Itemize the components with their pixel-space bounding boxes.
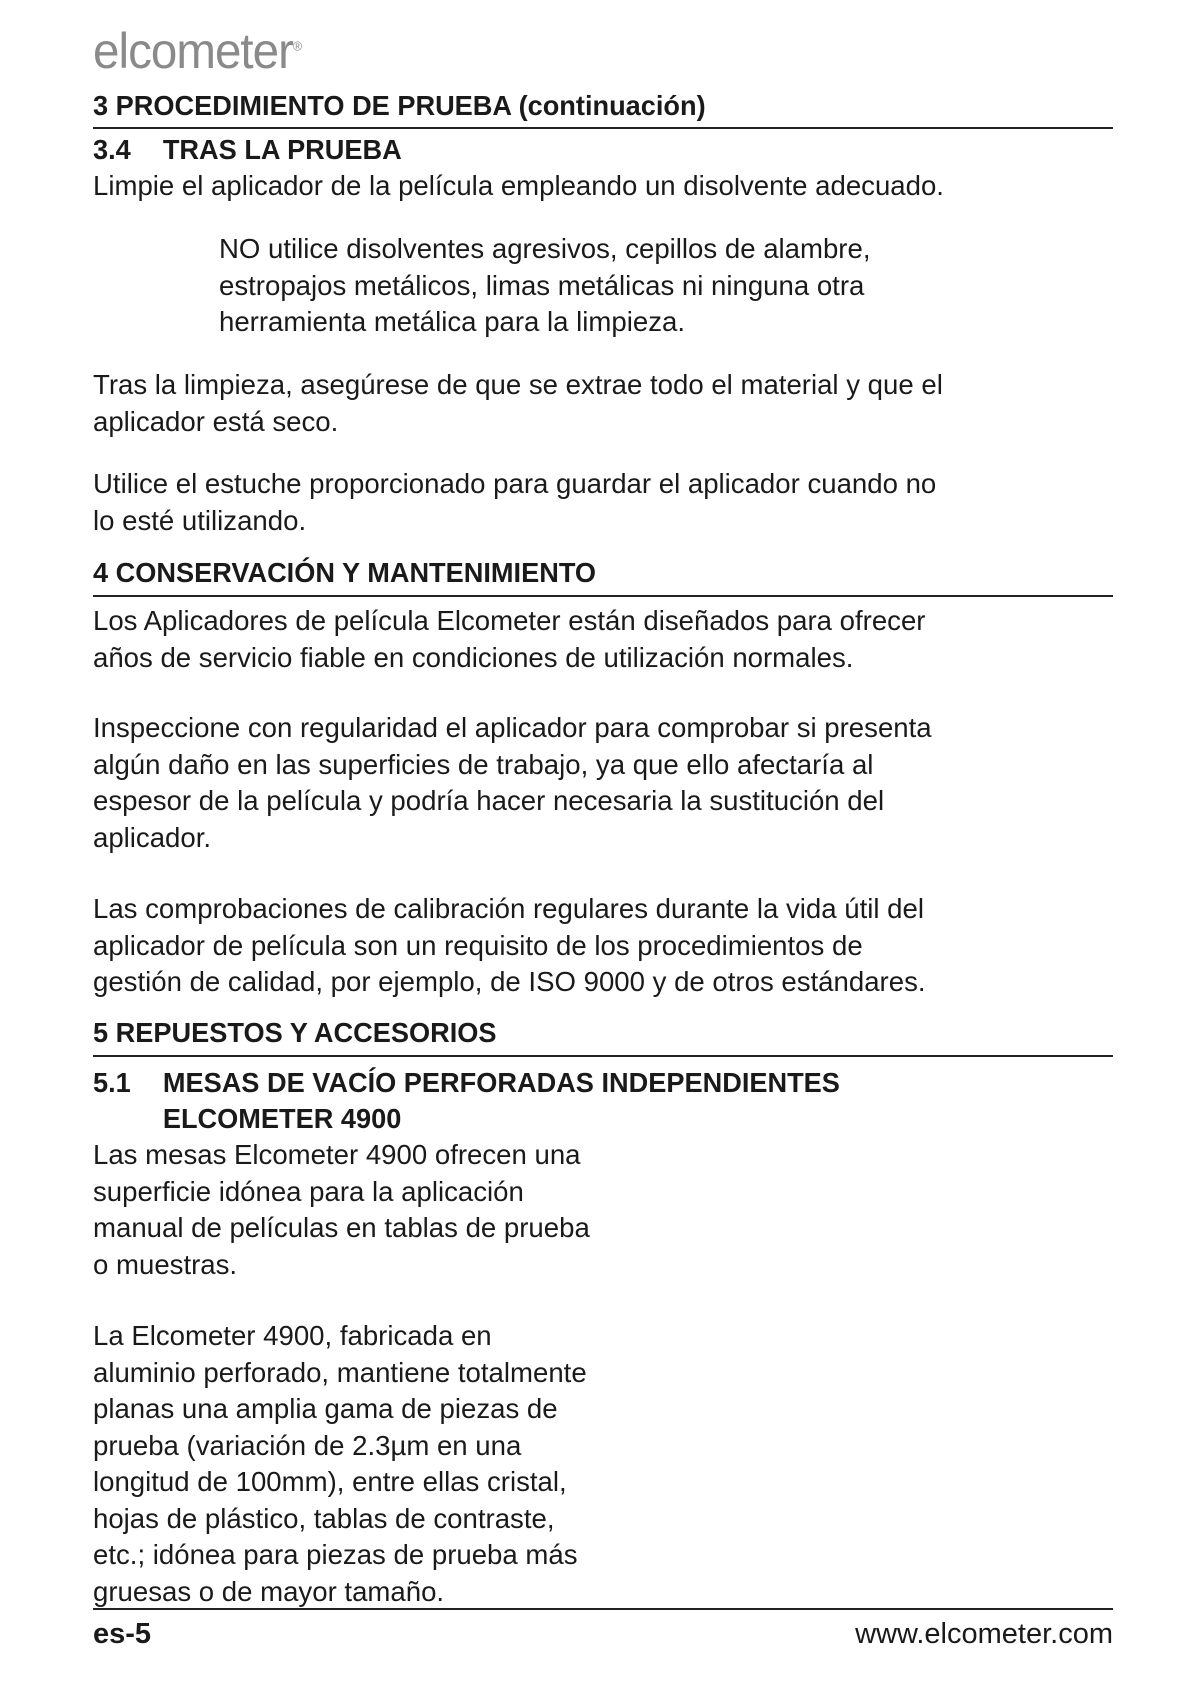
page-number: es-5 [93,1618,152,1650]
footer-divider [93,1608,1113,1610]
paragraph: Limpie el aplicador de la película empleando un disolvente adecuado. [93,170,944,201]
divider [93,127,1113,129]
paragraph: Utilice el estuche proporcionado para guardar el aplicador cuando no lo esté utilizando. [93,468,937,536]
paragraph: Inspeccione con regularidad el aplicador para comprobar si presenta algún daño en las superficies de trabajo, ya que ello afectaría al espesor de la película y podría hacer necesaria la sustitución del aplicador. [93,712,932,853]
paragraph: Las mesas Elcometer 4900 ofrecen una superficie idónea para la aplicación manual de películas en tablas de prueba o muestras. [93,1139,590,1280]
paragraph: La Elcometer 4900, fabricada en aluminio perforado, mantiene totalmente planas una amplia gama de piezas de prueba (variación de 2.3µm en una longitud de 100mm), entre ellas cristal, hojas de plástico, tablas de contraste, etc.; idónea para piezas de prueba más gruesas o de mayor tamaño. [93,1320,587,1607]
paragraph: Tras la limpieza, asegúrese de que se extrae todo el material y que el aplicador está seco. [93,369,943,437]
section-4-heading: 4 CONSERVACIÓN Y MANTENIMIENTO [93,557,597,588]
subsection-3-4-heading: 3.4 TRAS LA PRUEBA [93,134,402,165]
section-3-heading: 3 PROCEDIMIENTO DE PRUEBA (continuación) [93,90,706,121]
paragraph: Los Aplicadores de película Elcometer están diseñados para ofrecer años de servicio fiable en condiciones de utilización normales. [93,605,926,673]
section-5-heading: 5 REPUESTOS Y ACCESORIOS [93,1017,497,1048]
subsection-5-1-heading: 5.1 MESAS DE VACÍO PERFORADAS INDEPENDIENTES ELCOMETER 4900 [93,1067,840,1134]
elcometer-logo: elcometer® [93,23,302,79]
warning-note: NO utilice disolventes agresivos, cepillos de alambre, estropajos metálicos, limas metálicas ni ninguna otra herramienta metálica para la limpieza. [219,233,871,337]
divider [93,1055,1113,1057]
website-link[interactable]: www.elcometer.com [855,1618,1113,1650]
paragraph: Las comprobaciones de calibración regulares durante la vida útil del aplicador de película son un requisito de los procedimientos de gestión de calidad, por ejemplo, de ISO 9000 y de otros estándares. [93,893,926,997]
divider [93,595,1113,597]
